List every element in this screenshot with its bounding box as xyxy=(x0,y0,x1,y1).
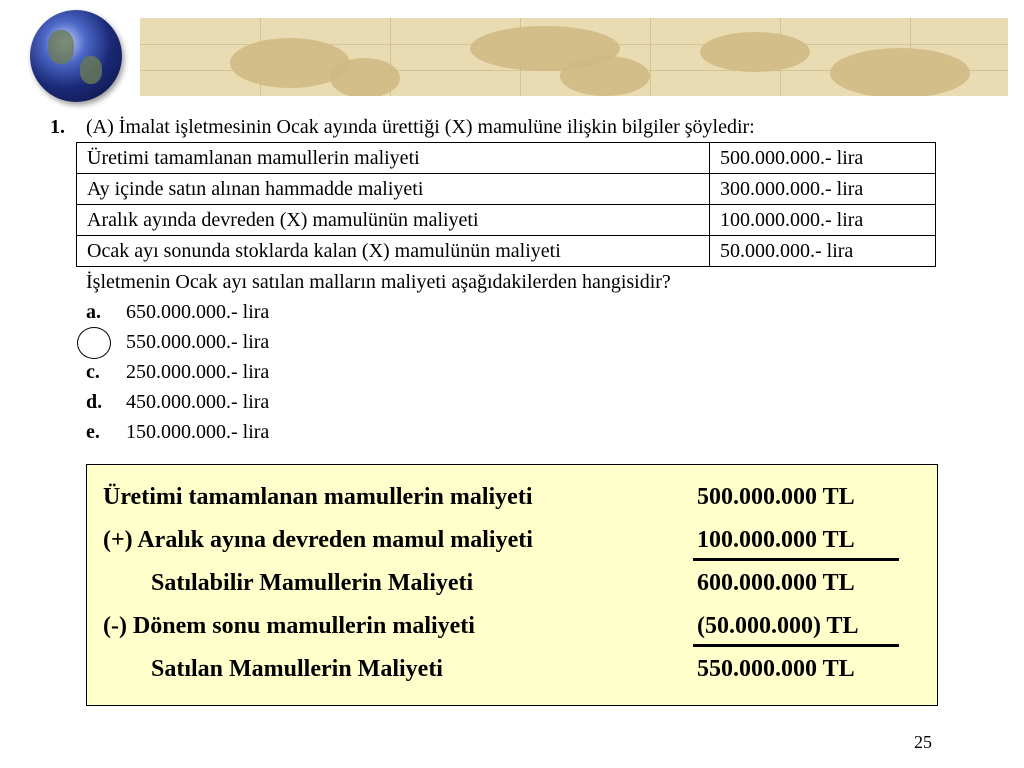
solution-label: Üretimi tamamlanan mamullerin maliyeti xyxy=(103,484,533,510)
solution-label: Satılabilir Mamullerin Maliyeti xyxy=(151,570,474,596)
table-row xyxy=(77,143,936,174)
solution-amount: 100.000.000 TL xyxy=(697,527,855,553)
option-text: 450.000.000.- lira xyxy=(126,391,270,413)
table-row xyxy=(77,236,936,267)
table-cell-label: Ay içinde satın alınan hammadde maliyeti xyxy=(77,174,710,205)
table-cell-label: Ocak ayı sonunda stoklarda kalan (X) mamulünün maliyeti xyxy=(77,236,710,267)
solution-amount: (50.000.000) TL xyxy=(697,613,859,639)
table-cell-value: 500.000.000.- lira xyxy=(710,143,936,174)
info-table xyxy=(76,142,936,267)
table-row xyxy=(77,174,936,205)
option-text: 650.000.000.- lira xyxy=(126,301,270,323)
option-text: 150.000.000.- lira xyxy=(126,421,270,443)
table-cell-value: 50.000.000.- lira xyxy=(710,236,936,267)
question-prompt: İşletmenin Ocak ayı satılan malların maliyeti aşağıdakilerden hangisidir? xyxy=(86,271,671,293)
globe-icon xyxy=(30,10,122,102)
question-number: 1. xyxy=(50,116,65,138)
solution-row xyxy=(87,647,937,691)
solution-row xyxy=(87,475,937,519)
table-cell-value: 300.000.000.- lira xyxy=(710,174,936,205)
option-c xyxy=(86,357,269,387)
world-map-banner xyxy=(140,18,1008,96)
solution-label: (+) Aralık ayına devreden mamul maliyeti xyxy=(103,527,533,553)
table-cell-label: Aralık ayında devreden (X) mamulünün maliyeti xyxy=(77,205,710,236)
solution-label: (-) Dönem sonu mamullerin maliyeti xyxy=(103,613,475,639)
solution-amount: 600.000.000 TL xyxy=(697,570,855,596)
option-e xyxy=(86,417,269,447)
solution-label: Satılan Mamullerin Maliyeti xyxy=(151,656,443,682)
solution-row xyxy=(87,604,937,648)
option-text: 250.000.000.- lira xyxy=(126,361,270,383)
solution-amount: 550.000.000 TL xyxy=(697,656,855,682)
correct-answer-circle xyxy=(77,327,111,359)
option-a xyxy=(86,297,269,327)
solution-row xyxy=(87,518,937,562)
solution-row xyxy=(87,561,937,605)
table-row xyxy=(77,205,936,236)
table-cell-value: 100.000.000.- lira xyxy=(710,205,936,236)
option-label: e. xyxy=(86,421,100,443)
option-b xyxy=(86,327,269,357)
table-cell-label: Üretimi tamamlanan mamullerin maliyeti xyxy=(77,143,710,174)
solution-box xyxy=(86,464,938,706)
option-label: c. xyxy=(86,361,100,383)
option-label: a. xyxy=(86,301,101,323)
option-d xyxy=(86,387,269,417)
option-text: 550.000.000.- lira xyxy=(126,331,270,353)
question-intro: (A) İmalat işletmesinin Ocak ayında ürettiği (X) mamulüne ilişkin bilgiler şöyledir: xyxy=(86,116,755,138)
page-number: 25 xyxy=(914,732,932,752)
option-label: d. xyxy=(86,391,103,413)
solution-amount: 500.000.000 TL xyxy=(697,484,855,510)
